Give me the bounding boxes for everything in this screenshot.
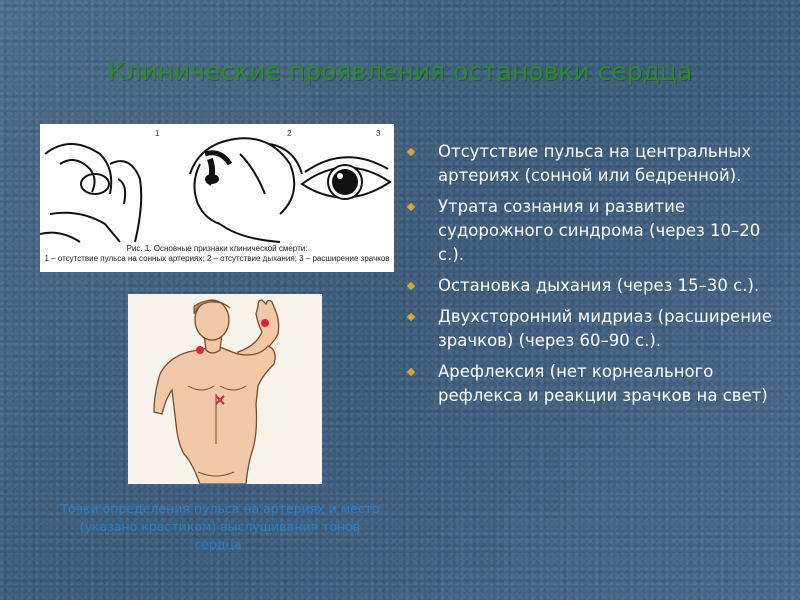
pulse-points-body-drawing — [128, 294, 322, 484]
list-item-text: Отсутствие пульса на центральных артериях (сонной или бедренной). — [438, 142, 752, 185]
pulse-points-figure — [128, 294, 322, 484]
list-item-text: Остановка дыхания (через 15–30 с.). — [438, 276, 760, 295]
list-item — [407, 195, 777, 267]
diamond-bullet-icon — [407, 282, 415, 290]
diamond-bullet-icon — [407, 368, 415, 376]
figure1-caption-line2: 1 – отсутствие пульса на сонных артериях; 2 – отсутствие дыхания; 3 – расширение зрачков — [44, 254, 390, 263]
figure-number-2: 2 — [287, 129, 292, 138]
pulse-check-illustration — [40, 144, 141, 242]
figure-number-1: 1 — [155, 129, 160, 138]
slide-title: Клинические проявления остановки сердца — [107, 57, 693, 86]
figure1-caption — [40, 244, 394, 264]
radial-pulse-point-icon — [261, 319, 269, 327]
list-item — [407, 305, 777, 353]
list-item-text: Двухсторонний мидриаз (расширение зрачков) (через 60–90 с.). — [438, 307, 772, 350]
carotid-pulse-point-icon — [196, 346, 204, 354]
breath-check-illustration — [190, 138, 302, 242]
diamond-bullet-icon — [407, 203, 415, 211]
list-item — [407, 140, 777, 188]
list-item — [407, 360, 777, 408]
diamond-bullet-icon — [407, 313, 415, 321]
diamond-bullet-icon — [407, 148, 415, 156]
male-torso-illustration — [154, 300, 279, 484]
clinical-death-signs-drawing — [40, 124, 394, 244]
figure1-caption-line1: Рис. 1. Основные признаки клинической смерти: — [126, 244, 308, 253]
clinical-signs-list — [407, 140, 777, 415]
dilated-pupil-illustration — [302, 157, 390, 199]
pulse-points-caption: Точки определения пульса на артериях и место (указано крестиком) выслушивания тонов сердца. — [60, 501, 380, 552]
list-item-text: Утрата сознания и развитие судорожного синдрома (через 10–20 с.). — [438, 197, 761, 264]
figure-number-3: 3 — [376, 129, 381, 138]
clinical-death-signs-figure — [40, 124, 394, 272]
list-item-text: Арефлексия (нет корнеального рефлекса и реакции зрачков на свет) — [438, 362, 768, 405]
list-item — [407, 274, 777, 298]
